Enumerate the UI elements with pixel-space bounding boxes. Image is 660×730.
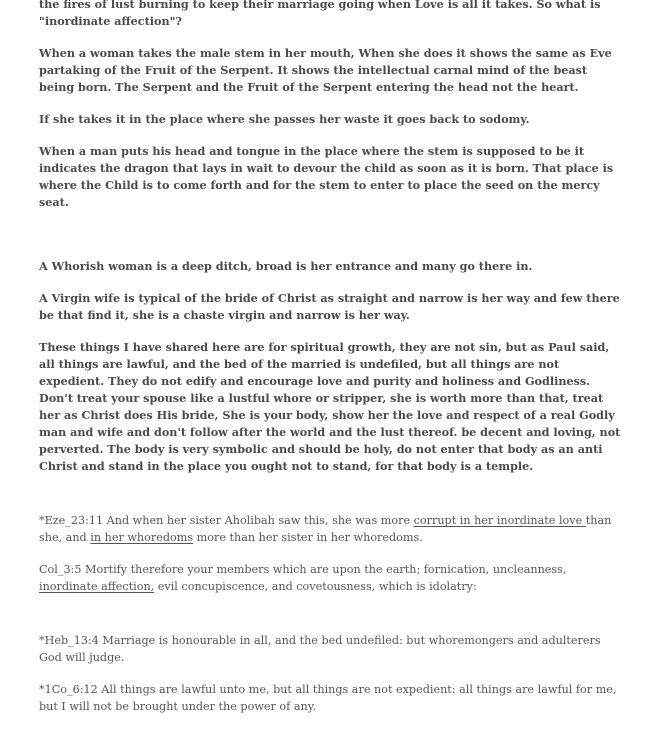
paragraph-dragon: When a man puts his head and tongue in the place where the stem is supposed to be it indicates the dragon that lays in wait to devour the child as soon as it is born. That place is where the Child is to come forth and for the stem to enter to place the seed on the mercy seat. xyxy=(39,144,614,209)
verse-1-corinthians-6-12 xyxy=(39,681,621,715)
underlined-phrase: corrupt in her inordinate love xyxy=(413,514,586,527)
verse-hebrews-13-4 xyxy=(39,632,621,666)
verse-text: Marriage is honourable in all, and the bed undefiled: but whoremongers and adulterers God will judge. xyxy=(39,634,601,664)
verse-reference: Col_3:5 xyxy=(39,563,82,576)
document-body xyxy=(39,0,621,730)
verse-text: evil concupiscence, and covetousness, which is idolatry: xyxy=(154,580,477,593)
verse-reference: *Heb_13:4 xyxy=(39,634,99,647)
paragraph-whorish-woman: A Whorish woman is a deep ditch, broad is her entrance and many go there in. xyxy=(39,259,533,273)
scripture-section xyxy=(39,512,621,715)
verse-text: more than her sister in her whoredoms. xyxy=(193,531,423,544)
verse-text: And when her sister Aholibah saw this, she was more xyxy=(103,514,414,527)
verse-text: All things are lawful unto me, but all things are not expedient: all things are lawful for me, but I will not be brought under the power of any. xyxy=(39,683,617,713)
commentary-section xyxy=(39,0,621,475)
paragraph-spiritual-growth: These things I have shared here are for spiritual growth, they are not sin, but as Paul said, all things are lawful, and the bed of the married is undefiled, but all things are not expedient. They do not edify and encourage love and purity and holiness and Godliness. Don't treat your spouse like a lustful whore or stripper, she is worth more than that, treat her as Christ does His bride, She is your body, show her the love and respect of a real Godly man and wife and don't follow after the world and the lust thereof. be decent and loving, not perverted. The body is very symbolic and should be holy, do not enter that body as an anti Christ and stand in the place you ought not to stand, for that body is a temple. xyxy=(39,340,621,473)
paragraph-inordinate-affection: the fires of lust burning to keep their marriage going when Love is all it takes. So what is "inordinate affection"? xyxy=(39,0,601,28)
verse-text: Mortify therefore your members which are upon the earth; fornication, uncleanness, xyxy=(81,563,567,576)
paragraph-sodomy: If she takes it in the place where she passes her waste it goes back to sodomy. xyxy=(39,112,530,126)
blank-space xyxy=(39,226,621,258)
verse-colossians-3-5 xyxy=(39,561,621,595)
blank-space xyxy=(39,610,621,632)
verse-reference: *1Co_6:12 xyxy=(39,683,98,696)
underlined-phrase: inordinate affection, xyxy=(39,580,155,593)
verse-ezekiel-23-11 xyxy=(39,512,621,546)
underlined-phrase: in her whoredoms xyxy=(90,531,194,544)
verse-reference: *Eze_23:11 xyxy=(39,514,104,527)
verse-text: than she, and xyxy=(39,514,612,544)
blank-space xyxy=(39,490,621,512)
paragraph-mouth: When a woman takes the male stem in her mouth, When she does it shows the same as Eve partaking of the Fruit of the Serpent. It shows the intellectual carnal mind of the beast being born. The Serpent and the Fruit of the Serpent entering the head not the heart. xyxy=(39,46,612,94)
paragraph-virgin-wife: A Virgin wife is typical of the bride of Christ as straight and narrow is her way and few there be that find it, she is a chaste virgin and narrow is her way. xyxy=(39,291,620,322)
